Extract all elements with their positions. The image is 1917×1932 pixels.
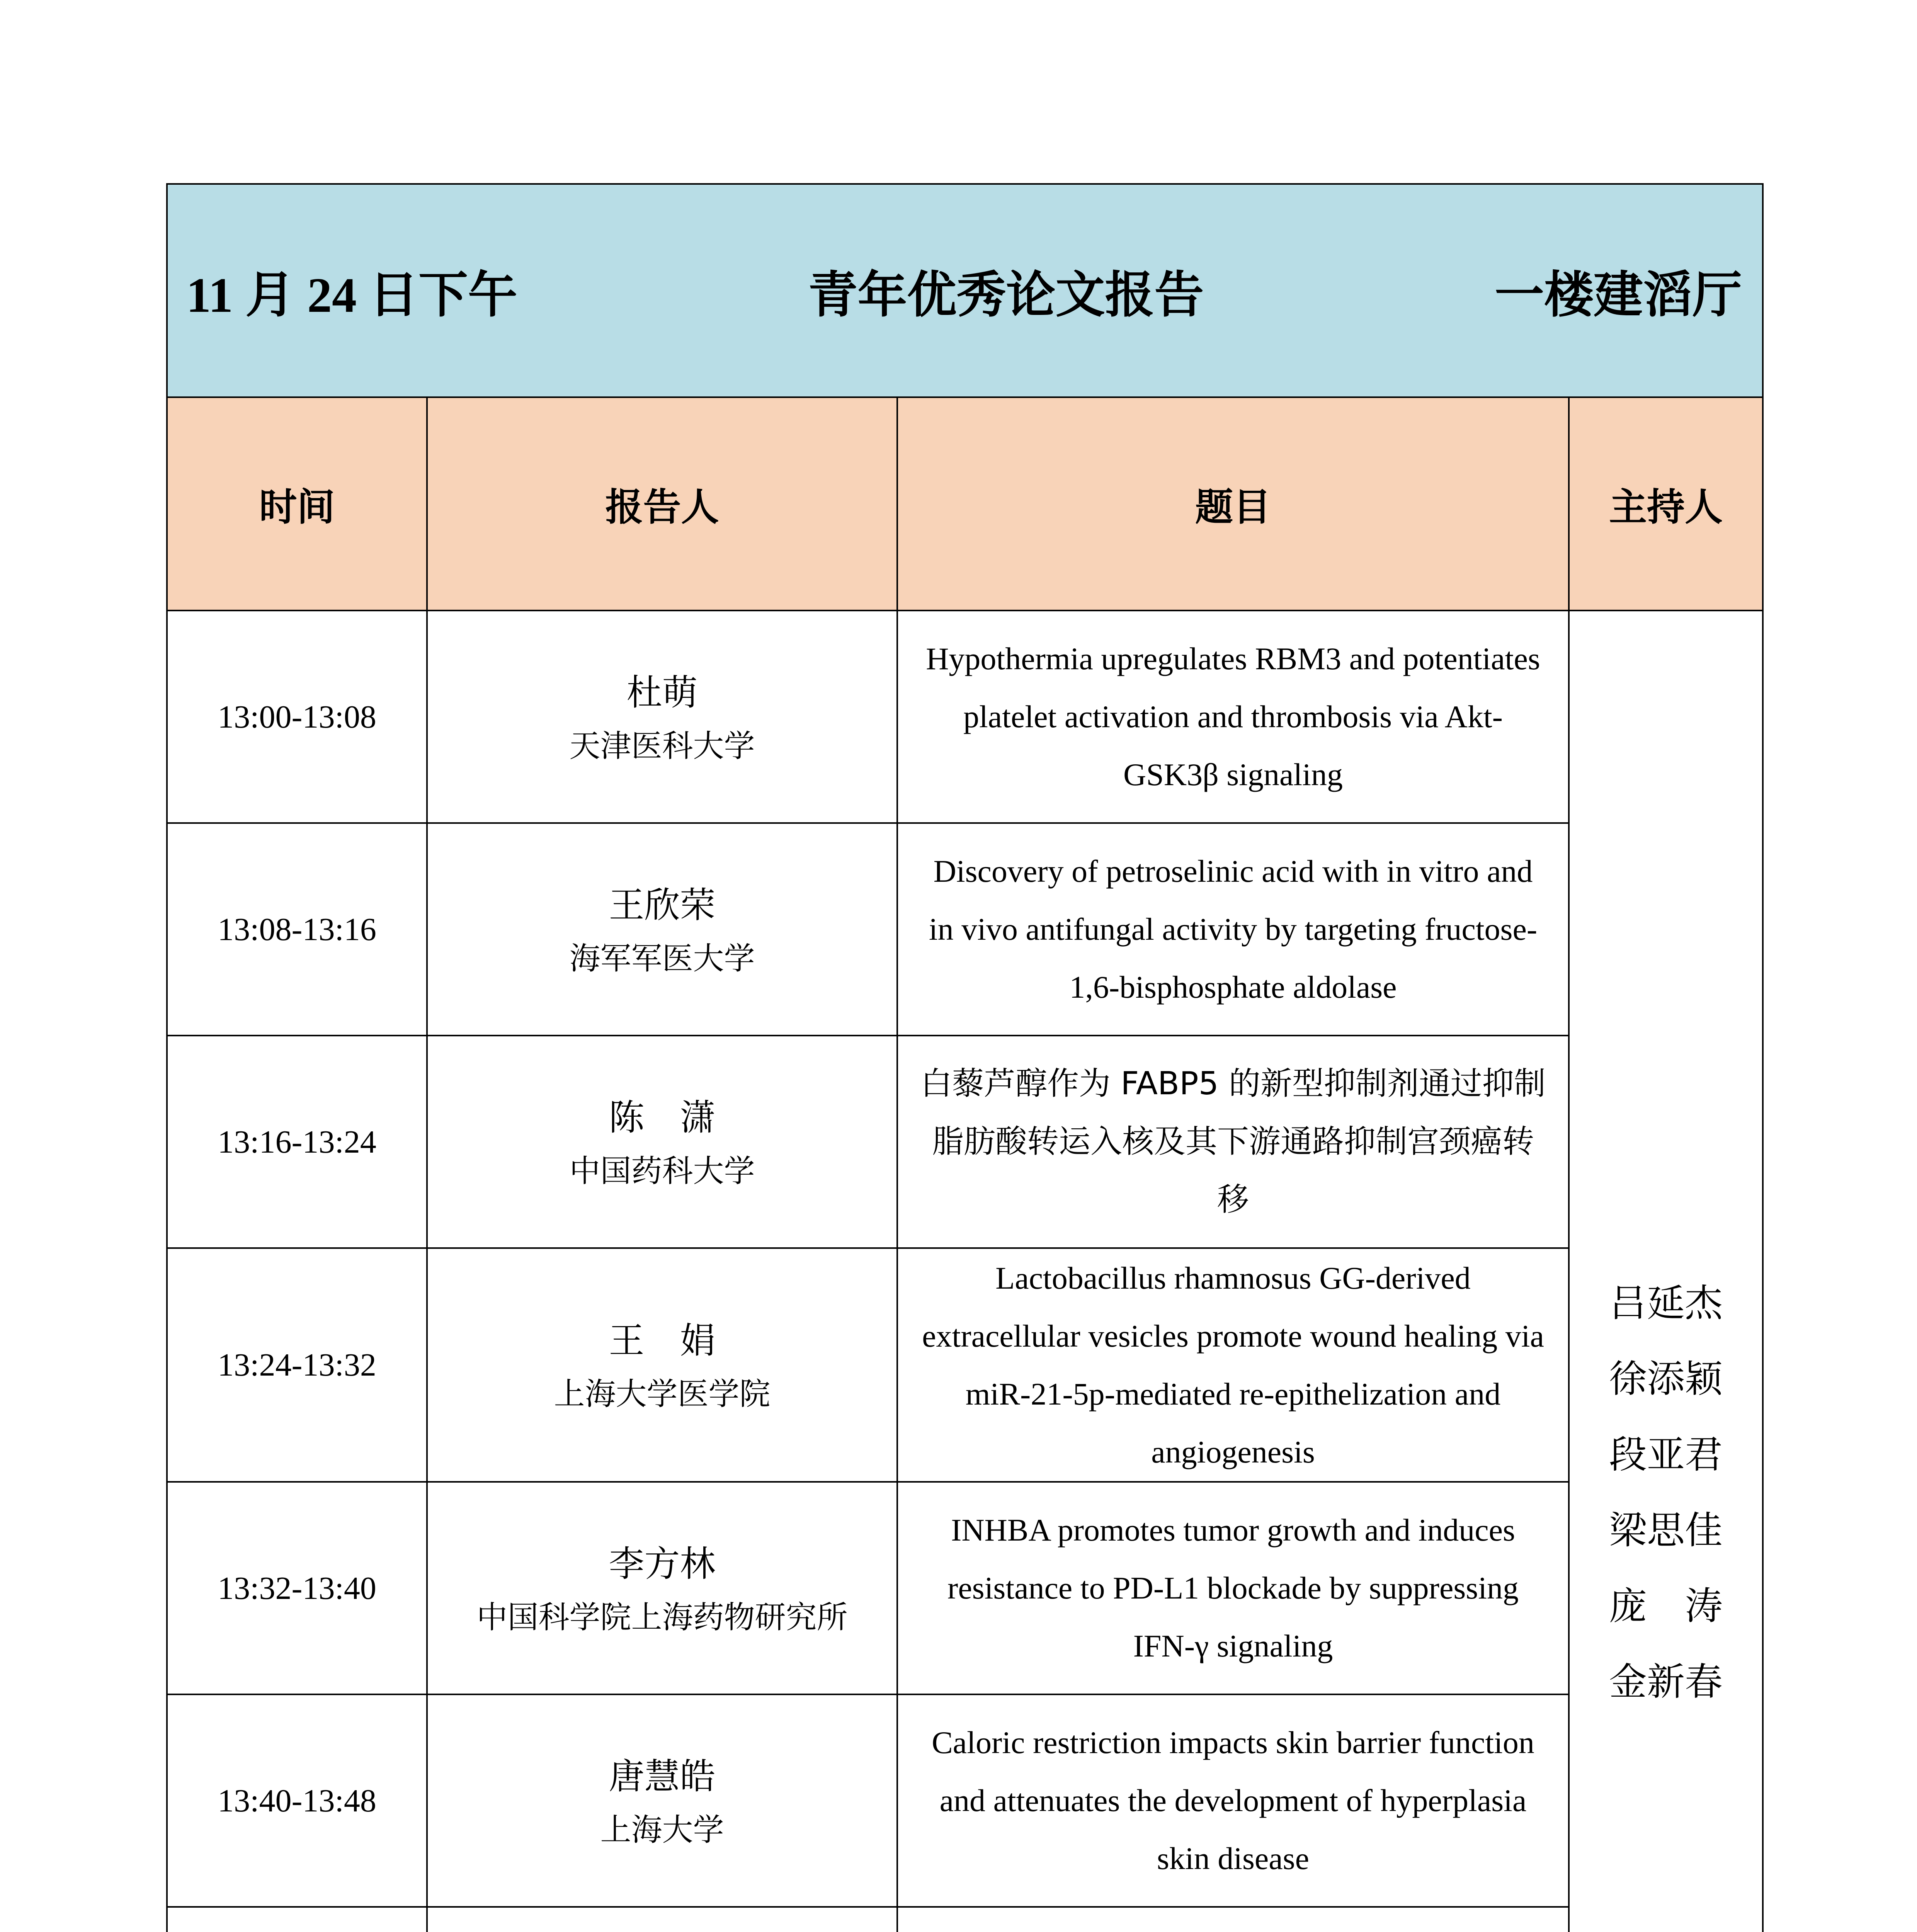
time-cell [167, 1907, 427, 1932]
host-name: 梁思佳 [1609, 1508, 1723, 1553]
speaker-institution: 天津医科大学 [569, 728, 755, 764]
column-header-time: 时间 [167, 397, 427, 611]
host-name: 吕延杰 [1609, 1281, 1723, 1325]
time-cell: 13:08-13:16 [167, 823, 427, 1036]
speaker-cell [427, 1482, 897, 1694]
speaker-name: 唐慧皓 [609, 1755, 716, 1797]
speaker-institution: 中国药科大学 [569, 1153, 755, 1189]
speaker-cell [427, 1248, 897, 1482]
talk-title [897, 1907, 1569, 1932]
host-name: 徐添颖 [1609, 1357, 1723, 1401]
hosts-cell [1569, 611, 1763, 1932]
session-banner-row [167, 184, 1763, 397]
talk-title: 白藜芦醇作为 FABP5 的新型抑制剂通过抑制脂肪酸转运入核及其下游通路抑制宫颈癌转移 [897, 1036, 1569, 1248]
time-cell: 13:24-13:32 [167, 1248, 427, 1482]
column-header-title: 题目 [897, 397, 1569, 611]
speaker-name: 李方林 [609, 1543, 716, 1585]
time-cell: 13:40-13:48 [167, 1694, 427, 1907]
talk-title: Caloric restriction impacts skin barrier function and attenuates the development of hyperplasia skin disease [897, 1694, 1569, 1907]
speaker-cell [427, 1694, 897, 1907]
talk-title: Lactobacillus rhamnosus GG-derived extracellular vesicles promote wound healing via miR-21-5p-mediated re-epithelization and angiogenesis [897, 1248, 1569, 1482]
session-date: 11 月 24 日下午 [186, 268, 517, 323]
talk-title: Hypothermia upregulates RBM3 and potentiates platelet activation and thrombosis via Akt-GSK3β signaling [897, 611, 1569, 823]
speaker-name: 杜萌 [626, 672, 698, 713]
host-name: 庞 涛 [1609, 1584, 1723, 1628]
speaker-cell [427, 1907, 897, 1932]
table-row [167, 1248, 1763, 1482]
speaker-cell [427, 823, 897, 1036]
table-row [167, 611, 1763, 823]
speaker-cell [427, 1036, 897, 1248]
talk-title: INHBA promotes tumor growth and induces resistance to PD-L1 blockade by suppressing IFN-γ signaling [897, 1482, 1569, 1694]
column-header-row [167, 397, 1763, 611]
time-cell: 13:00-13:08 [167, 611, 427, 823]
table-row [167, 1036, 1763, 1248]
speaker-cell [427, 611, 897, 823]
speaker-institution: 海军军医大学 [569, 940, 755, 976]
table-row [167, 1482, 1763, 1694]
time-cell: 13:32-13:40 [167, 1482, 427, 1694]
column-header-speaker: 报告人 [427, 397, 897, 611]
host-name: 金新春 [1609, 1660, 1723, 1704]
session-banner [167, 184, 1763, 397]
table-row [167, 823, 1763, 1036]
speaker-institution: 上海大学 [600, 1811, 724, 1848]
talk-title: Discovery of petroselinic acid with in vitro and in vivo antifungal activity by targeting fructose-1,6-bisphosphate aldolase [897, 823, 1569, 1036]
speaker-name: 陈 潇 [609, 1097, 716, 1138]
schedule-table [166, 183, 1764, 1932]
column-header-host: 主持人 [1569, 397, 1763, 611]
table-row [167, 1694, 1763, 1907]
session-venue: 一楼建滔厅 [1495, 266, 1742, 324]
time-cell: 13:16-13:24 [167, 1036, 427, 1248]
speaker-name: 王欣荣 [609, 884, 716, 926]
host-name: 段亚君 [1609, 1432, 1723, 1477]
table-row [167, 1907, 1763, 1932]
speaker-institution: 上海大学医学院 [554, 1376, 771, 1412]
speaker-institution: 中国科学院上海药物研究所 [476, 1599, 848, 1635]
speaker-name: 王 娟 [609, 1320, 716, 1361]
session-title: 青年优秀论文报告 [808, 266, 1204, 324]
